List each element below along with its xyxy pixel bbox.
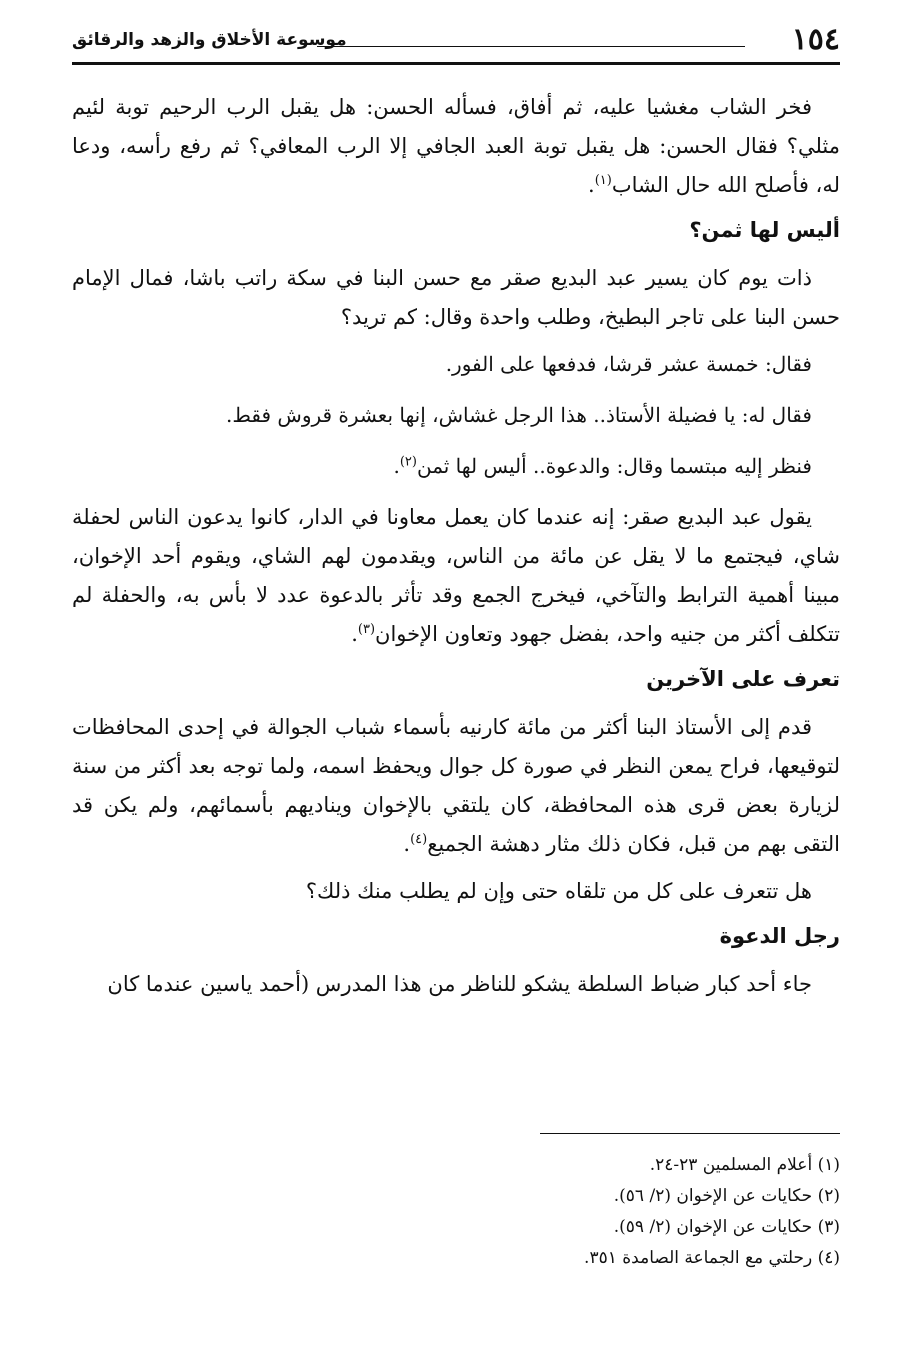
page-header (72, 22, 840, 65)
paragraph-text: قدم إلى الأستاذ البنا أكثر من مائة كارنيه بأسماء شباب الجوالة في إحدى المحافظات لتوقيعها، فراح يمعن النظر في صورة كل جوال ويحفظ اسمه، ولما توجه بعد أكثر من سنة لزيارة بعض قرى هذه المحافظة، كان يلتقي بالإخوان ويناديهم بأسمائهم، ولم يكن قد التقى بهم من قبل، فكان ذلك مثار دهشة الجميع (72, 715, 840, 856)
section-heading: أليس لها ثمن؟ (689, 218, 840, 242)
paragraph: فخر الشاب مغشيا عليه، ثم أفاق، فسأله الحسن: هل يقبل الرب الرحيم توبة لئيم مثلي؟ فقال الحسن: هل يقبل توبة العبد الجافي إلا الرب المعافي؟ ثم رفع رأسه، ودعا له، فأصلح الله حال الشاب$^{(١)}$. (72, 95, 840, 197)
paragraph: جاء أحد كبار ضباط السلطة يشكو للناظر من هذا المدرس (أحمد ياسين عندما كان (107, 972, 812, 996)
section-heading: تعرف على الآخرين (646, 667, 840, 691)
footnote-reference: (٢) (399, 454, 417, 470)
main-text (72, 88, 840, 1012)
footnote-reference: (٤) (410, 832, 428, 847)
footnote-reference: (٣) (357, 622, 376, 637)
book-title: موسوعة الأخلاق والزهد والرقائق (72, 30, 347, 50)
header-rule (317, 46, 745, 47)
page-number: ١٥٤ (791, 22, 840, 57)
paragraph-text: فخر الشاب مغشيا عليه، ثم أفاق، فسأله الحسن: هل يقبل الرب الرحيم توبة لئيم مثلي؟ فقال الحسن: هل يقبل توبة العبد الجافي إلا الرب المعافي؟ ثم رفع رأسه، ودعا له، فأصلح الله حال الشاب (72, 95, 840, 197)
paragraph-text: يقول عبد البديع صقر: إنه عندما كان يعمل معاونا في الدار، كانوا يدعون الناس لحفلة شاي، فيجتمع ما لا يقل عن مائة من الناس، ويقدمون لهم الشاي، ويقوم أحد الإخوان، مبينا أهمية الترابط والتآخي، فيخرج الجمع وقد تأثر بالدعوة عدد لا بأس به، والحفلة لم تتكلف أكثر من جنيه واحد، بفضل جهود وتعاون الإخوان (72, 505, 840, 646)
footnote: (٣) حكايات عن الإخوان (٢/ ٥٩). (613, 1217, 840, 1237)
footnote-reference: (١) (594, 173, 612, 188)
paragraph: ذات يوم كان يسير عبد البديع صقر مع حسن البنا في سكة راتب باشا، فمال الإمام حسن البنا على تاجر البطيخ، وطلب واحدة وقال: كم تريد؟ (72, 266, 840, 329)
footnote: (٢) حكايات عن الإخوان (٢/ ٥٦). (613, 1186, 840, 1206)
dialog-line: فنظر إليه مبتسما وقال: والدعوة.. أليس لها ثمن$^{(٢)}$. (393, 454, 812, 478)
footnotes (72, 1150, 840, 1274)
footnote: (١) أعلام المسلمين ٢٣-٢٤. (649, 1155, 840, 1175)
footnote-separator (540, 1133, 840, 1134)
paragraph: هل تتعرف على كل من تلقاه حتى وإن لم يطلب منك ذلك؟ (305, 879, 812, 903)
paragraph: يقول عبد البديع صقر: إنه عندما كان يعمل معاونا في الدار، كانوا يدعون الناس لحفلة شاي، فيجتمع ما لا يقل عن مائة من الناس، ويقدمون لهم الشاي، ويقوم أحد الإخوان، مبينا أهمية الترابط والتآخي، فيخرج الجمع وقد تأثر بالدعوة عدد لا بأس به، والحفلة لم تتكلف أكثر من جنيه واحد، بفضل جهود وتعاون الإخوان$^{(٣)}$. (72, 505, 840, 646)
section-heading: رجل الدعوة (719, 924, 840, 948)
paragraph: قدم إلى الأستاذ البنا أكثر من مائة كارنيه بأسماء شباب الجوالة في إحدى المحافظات لتوقيعها، فراح يمعن النظر في صورة كل جوال ويحفظ اسمه، ولما توجه بعد أكثر من سنة لزيارة بعض قرى هذه المحافظة، كان يلتقي بالإخوان ويناديهم بأسمائهم، ولم يكن قد التقى بهم من قبل، فكان ذلك مثار دهشة الجميع$^{(٤)}$. (72, 715, 840, 856)
footnote: (٤) رحلتي مع الجماعة الصامدة ٣٥١. (584, 1248, 840, 1268)
dialog-line: فقال: خمسة عشر قرشا، فدفعها على الفور. (445, 352, 812, 376)
paragraph-text: فنظر إليه مبتسما وقال: والدعوة.. أليس لها ثمن (416, 454, 812, 478)
dialog-line: فقال له: يا فضيلة الأستاذ.. هذا الرجل غشاش، إنها بعشرة قروش فقط. (226, 403, 812, 427)
